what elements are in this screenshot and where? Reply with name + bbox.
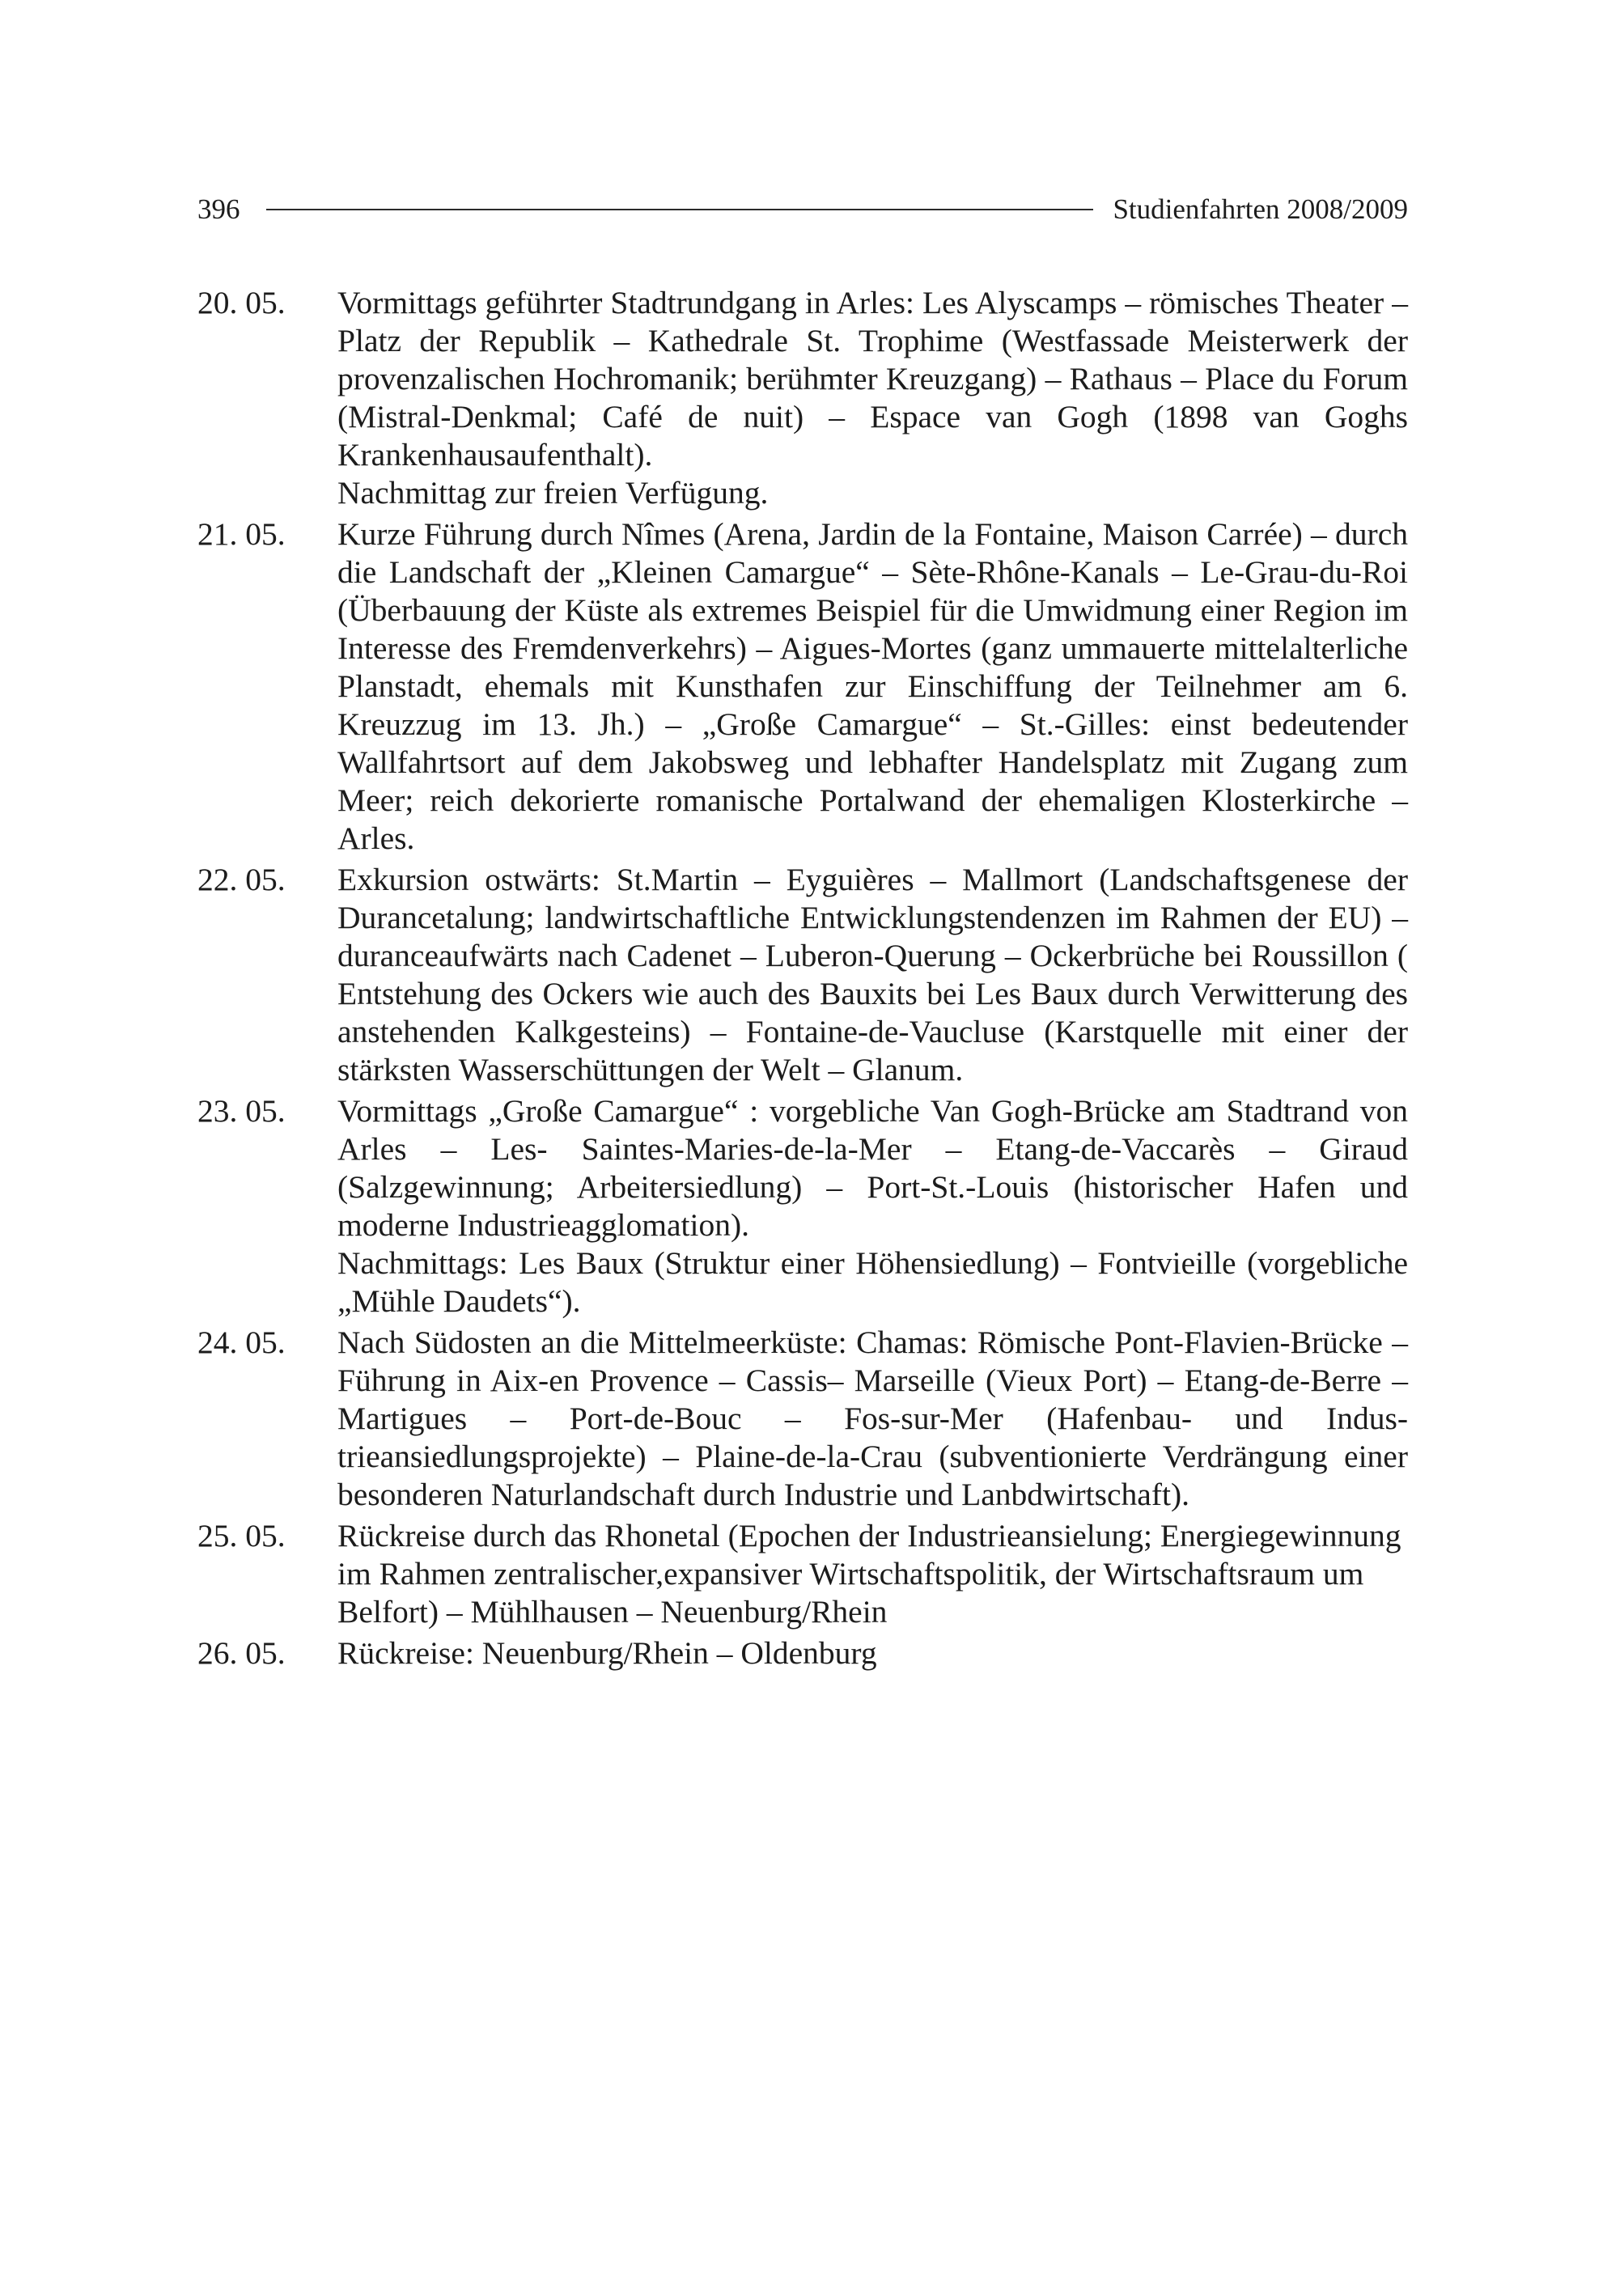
entry-body — [337, 861, 1408, 1089]
entry-paragraph: Kurze Führung durch Nîmes (Arena, Jardin de la Fontaine, Maison Carrée) – durch die Landschaft der „Kleinen Camargue“ – Sète-Rhône-Kanals – Le-Grau-du-Roi (Überbauung der Küste als extremes Beispiel für die Umwidmung einer Region im Interesse des Fremdenverkehrs) – Aigues-Mortes (ganz ummauerte mittelalterliche Planstadt, ehemals mit Kunsthafen zur Einschiffung der Teilnehmer am 6. Kreuzzug im 13. Jh.) – „Große Camargue“ – St.-Gilles: einst bedeutender Wallfahrtsort auf dem Jakobsweg und lebhafter Handelsplatz mit Zugang zum Meer; reich dekorierte romanische Portalwand der ehemaligen Klosterkirche – Arles. — [337, 516, 1408, 856]
header-rule — [266, 209, 1094, 210]
entry-body — [337, 515, 1408, 858]
entry-body — [337, 284, 1408, 512]
itinerary-entry — [197, 515, 1408, 858]
page-number: 396 — [197, 193, 240, 225]
entry-paragraph: Nachmittags: Les Baux (Struktur einer Höhensiedlung) – Fontvieille (vorgebliche „Mühle Daudets“). — [337, 1245, 1408, 1319]
entry-date: 24. 05. — [197, 1325, 286, 1360]
itinerary-entry — [197, 1092, 1408, 1320]
entry-paragraph: Rückreise durch das Rhonetal (Epochen der Industrieansielung; Energiegewinnung im Rahmen zentralischer,expansiver Wirtschaftspolitik, der Wirtschaftsraum um Belfort) – Mühlhausen – Neuenburg/Rhein — [337, 1518, 1401, 1630]
itinerary-entry — [197, 1517, 1408, 1631]
entry-paragraph: Nachmittag zur freien Verfügung. — [337, 475, 769, 511]
entry-date: 21. 05. — [197, 516, 286, 552]
itinerary-entry — [197, 284, 1408, 512]
itinerary-entry — [197, 861, 1408, 1089]
running-title: Studienfahrten 2008/2009 — [1113, 193, 1408, 225]
entry-body — [337, 1517, 1408, 1631]
page-header — [197, 189, 1408, 230]
itinerary-entry — [197, 1634, 1408, 1672]
entry-body — [337, 1092, 1408, 1320]
entry-date: 25. 05. — [197, 1518, 286, 1553]
entry-date: 26. 05. — [197, 1635, 286, 1671]
itinerary-entry — [197, 1324, 1408, 1514]
entry-body — [337, 1634, 1408, 1672]
entry-paragraph: Exkursion ostwärts: St.Martin – Eyguières – Mallmort (Landschaftsgenese der Durancetalung; landwirtschaftliche Entwicklungstendenzen im Rahmen der EU) – duranceaufwärts nach Cadenet – Luberon-Querung – Ockerbrüche bei Roussillon ( Entstehung des Ockers wie auch des Bauxits bei Les Baux durch Verwitterung des anstehenden Kalkgesteins) – Fontaine-de-Vaucluse (Karstquelle mit einer der stärksten Wasserschüttungen der Welt – Glanum. — [337, 862, 1408, 1087]
entry-paragraph: Rückreise: Neuenburg/Rhein – Oldenburg — [337, 1635, 877, 1671]
itinerary-list — [197, 284, 1408, 1676]
entry-body — [337, 1324, 1408, 1514]
entry-paragraph: Vormittags geführter Stadtrundgang in Arles: Les Alyscamps – römisches Theater – Platz der Republik – Kathedrale St. Trophime (Westfassade Meisterwerk der provenzalischen Hochromanik; berühmter Kreuzgang) – Rathaus – Place du Forum (Mistral-Denkmal; Café de nuit) – Espace van Gogh (1898 van Goghs Krankenhausaufenthalt). — [337, 285, 1408, 473]
entry-date: 20. 05. — [197, 285, 286, 320]
entry-date: 22. 05. — [197, 862, 286, 897]
entry-date: 23. 05. — [197, 1093, 286, 1129]
entry-paragraph: Nach Südosten an die Mittelmeerküste: Chamas: Römische Pont-Flavien-Brücke – Führung in Aix-en Provence – Cassis– Marseille (Vieux Port) – Etang-de-Berre – Martigues – Port-de-Bouc – Fos-sur-Mer (Hafenbau- und Industrieansiedlungsprojekte) – Plaine-de-la-Crau (subventionierte Verdrängung einer besonderen Naturlandschaft durch Industrie und Lanbdwirtschaft). — [337, 1325, 1408, 1512]
entry-paragraph: Vormittags „Große Camargue“ : vorgebliche Van Gogh-Brücke am Stadtrand von Arles – Les- Saintes-Maries-de-la-Mer – Etang-de-Vaccarès – Giraud (Salzgewinnung; Arbeitersiedlung) – Port-St.-Louis (historischer Hafen und moderne Industrieagglomation). — [337, 1093, 1408, 1243]
